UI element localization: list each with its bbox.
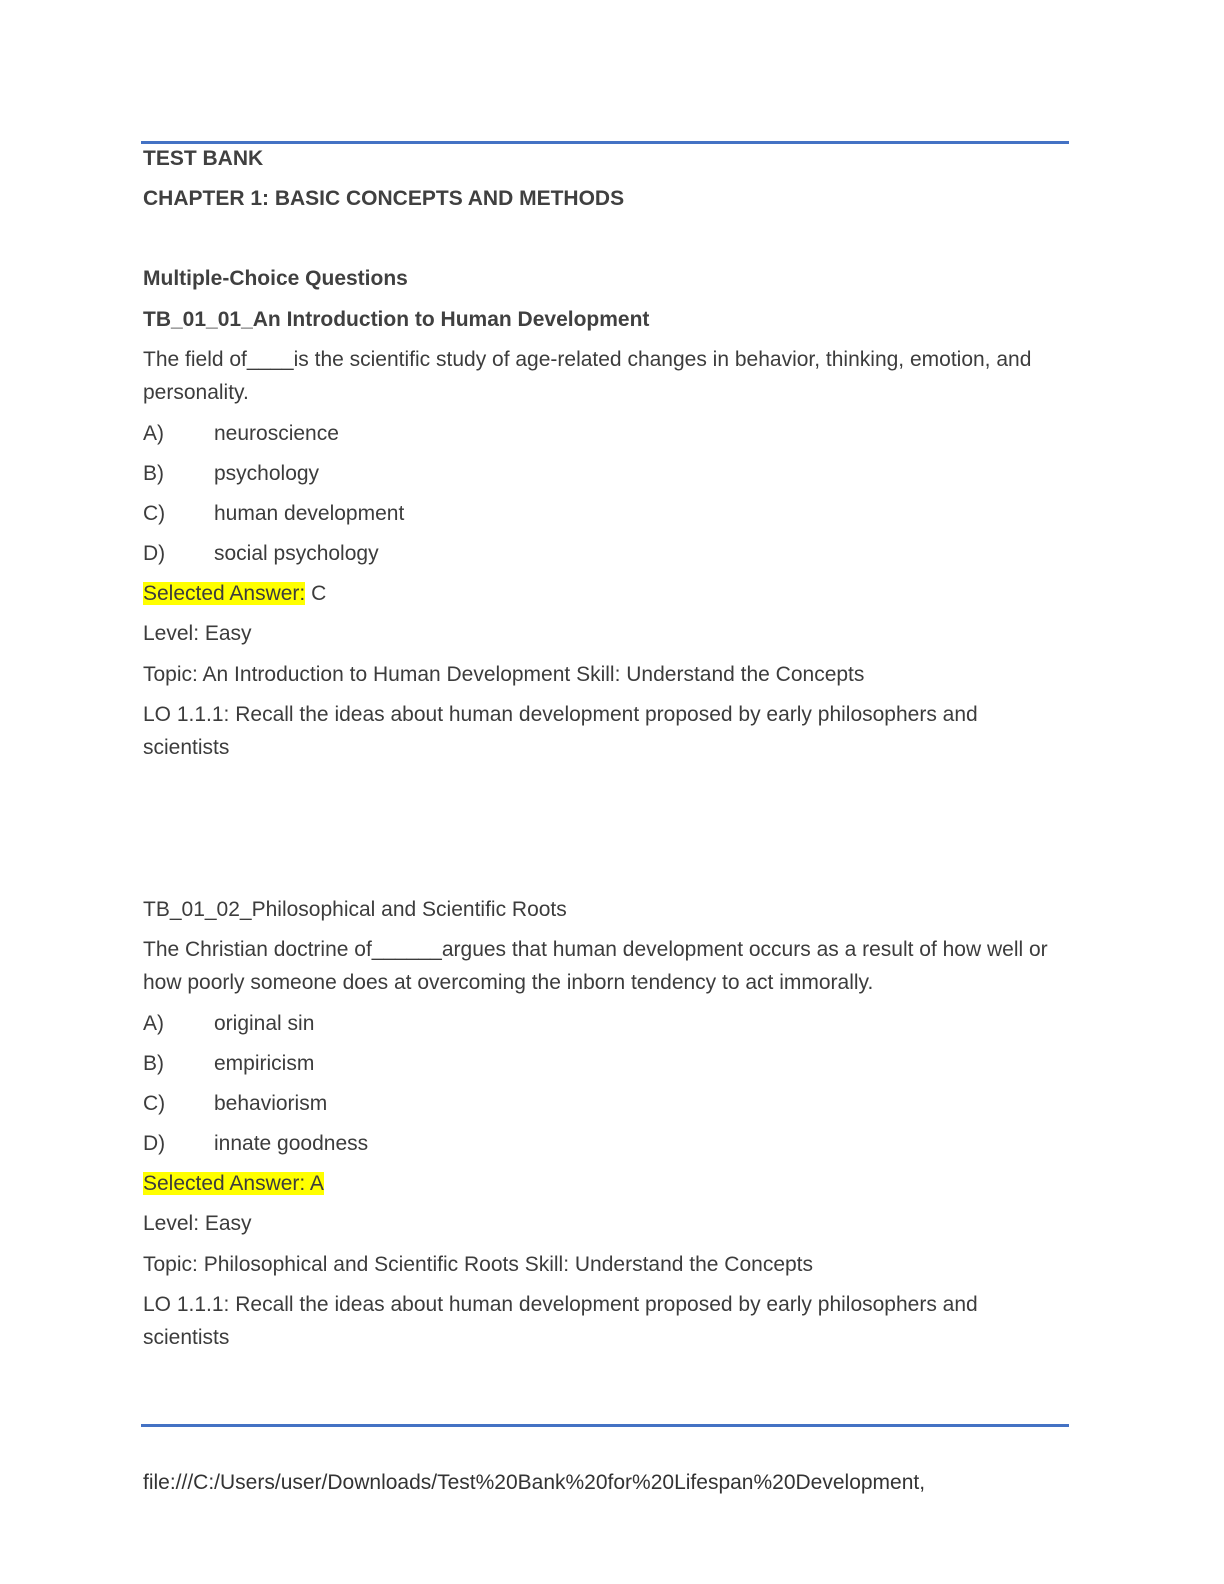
- question-2-topic: Topic: Philosophical and Scientific Roots Skill: Understand the Concepts: [143, 1253, 814, 1276]
- question-2-stem: The Christian doctrine of______argues that human development occurs as a result of how well or how poorly someone does at overcoming the inborn tendency to act immorally.: [143, 938, 1048, 994]
- question-2-lo: LO 1.1.1: Recall the ideas about human development proposed by early philosophers and scientists: [143, 1293, 978, 1349]
- question-1-id: TB_01_01_An Introduction to Human Development: [143, 308, 650, 331]
- question-2-option-d: [143, 1127, 368, 1160]
- question-1-option-a: [143, 417, 339, 450]
- option-letter: B): [143, 1052, 164, 1075]
- option-text: social psychology: [214, 542, 379, 565]
- question-2-option-a: [143, 1007, 314, 1040]
- option-letter: D): [143, 542, 166, 565]
- option-letter: D): [143, 1132, 166, 1155]
- option-text: human development: [214, 502, 405, 525]
- question-1-option-b: [143, 457, 319, 490]
- question-1-answer: [143, 577, 326, 610]
- answer-highlight: Selected Answer: A: [143, 1172, 324, 1195]
- option-text: psychology: [214, 462, 320, 485]
- option-text: behaviorism: [214, 1092, 328, 1115]
- option-letter: C): [143, 1092, 166, 1115]
- section-title: Multiple-Choice Questions: [143, 267, 408, 290]
- question-2-option-c: [143, 1087, 327, 1120]
- question-1-topic: Topic: An Introduction to Human Development Skill: Understand the Concepts: [143, 663, 865, 686]
- option-letter: A): [143, 1012, 164, 1035]
- question-2-option-b: [143, 1047, 314, 1080]
- question-2-level: Level: Easy: [143, 1212, 252, 1235]
- option-text: empiricism: [214, 1052, 315, 1075]
- option-text: neuroscience: [214, 422, 339, 445]
- question-1-option-d: [143, 537, 379, 570]
- question-2-answer: [143, 1167, 324, 1200]
- answer-highlight: Selected Answer:: [143, 582, 306, 605]
- question-2-id: TB_01_02_Philosophical and Scientific Roots: [143, 898, 567, 921]
- document-title: TEST BANK: [143, 147, 264, 170]
- question-1-stem: The field of____is the scientific study of age-related changes in behavior, thinking, emotion, and personality.: [143, 348, 1032, 404]
- chapter-title: CHAPTER 1: BASIC CONCEPTS AND METHODS: [143, 187, 625, 210]
- footer-file-path: file:///C:/Users/user/Downloads/Test%20Bank%20for%20Lifespan%20Development,: [143, 1471, 926, 1494]
- question-1-lo: LO 1.1.1: Recall the ideas about human development proposed by early philosophers and scientists: [143, 703, 978, 759]
- answer-value: C: [305, 582, 327, 605]
- option-letter: A): [143, 422, 164, 445]
- top-divider: [141, 141, 1069, 144]
- option-letter: C): [143, 502, 166, 525]
- option-text: original sin: [214, 1012, 315, 1035]
- bottom-divider: [141, 1424, 1069, 1427]
- option-letter: B): [143, 462, 164, 485]
- option-text: innate goodness: [214, 1132, 369, 1155]
- question-1-option-c: [143, 497, 404, 530]
- question-1-level: Level: Easy: [143, 622, 252, 645]
